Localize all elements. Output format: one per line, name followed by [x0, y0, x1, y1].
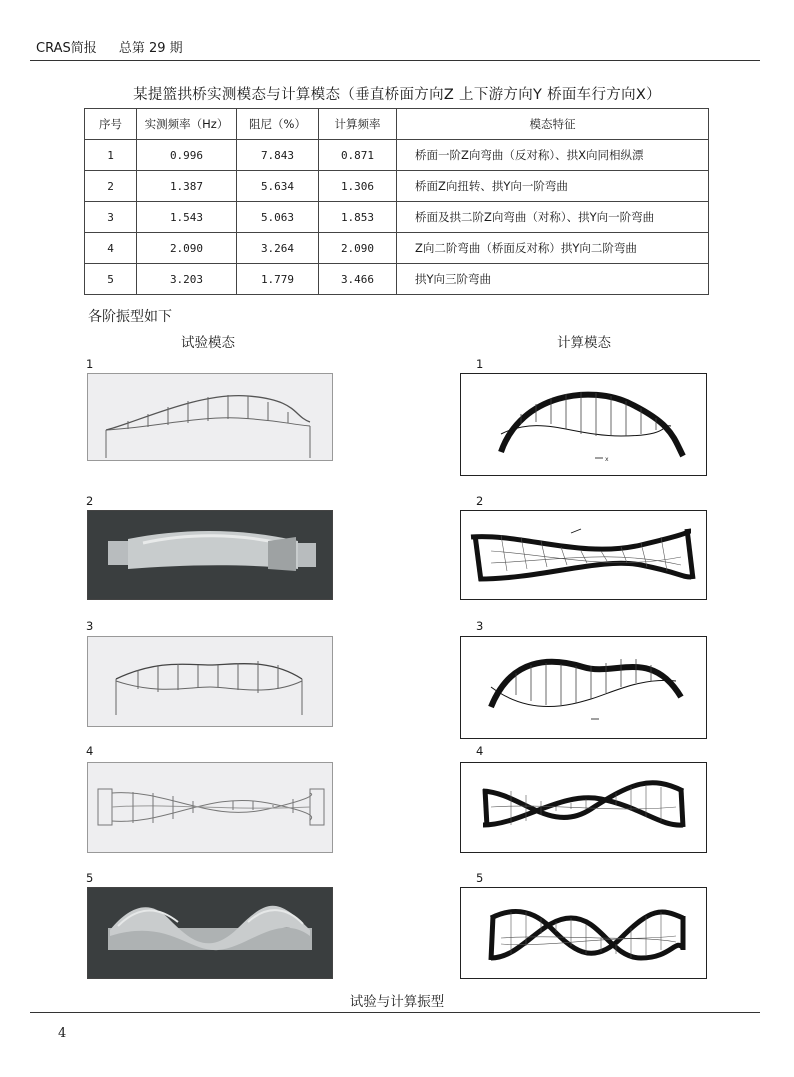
test-mode-4-figure: [87, 762, 333, 853]
cell-measured-freq: 0.996: [137, 140, 237, 171]
table-row: [85, 202, 709, 233]
right-mode-number: 4: [476, 744, 484, 758]
issue-number: 总第 29 期: [118, 41, 183, 56]
table-row: [85, 233, 709, 264]
cell-measured-freq: 2.090: [137, 233, 237, 264]
cell-measured-freq: 3.203: [137, 264, 237, 295]
test-mode-2-figure: [87, 510, 333, 600]
cell-damping: 5.063: [237, 202, 319, 233]
axis-label: x: [605, 456, 609, 463]
calc-mode-1-figure: [460, 373, 707, 476]
cell-calc-freq: 0.871: [319, 140, 397, 171]
cell-measured-freq: 1.387: [137, 171, 237, 202]
col-header-index: 序号: [85, 109, 137, 140]
table-header-row: [85, 109, 709, 140]
figure-caption: 试验与计算振型: [349, 994, 445, 1010]
table-row: [85, 171, 709, 202]
left-mode-number: 1: [86, 357, 94, 371]
cell-mode-feature: 桥面一阶Z向弯曲（反对称）、拱X向同相纵漂: [397, 140, 709, 171]
col-header-damping: 阻尼（%）: [237, 109, 319, 140]
left-mode-number: 3: [86, 619, 94, 633]
cell-index: 5: [85, 264, 137, 295]
modal-table: [84, 108, 709, 295]
col-header-measured-freq: 实测频率（Hz）: [137, 109, 237, 140]
cell-calc-freq: 1.853: [319, 202, 397, 233]
right-mode-number: 1: [476, 357, 484, 371]
calc-mode-4-figure: [460, 762, 707, 853]
cell-damping: 7.843: [237, 140, 319, 171]
calc-mode-5-figure: [460, 887, 707, 979]
cell-mode-feature: 桥面Z向扭转、拱Y向一阶弯曲: [397, 171, 709, 202]
cell-damping: 1.779: [237, 264, 319, 295]
left-mode-number: 4: [86, 744, 94, 758]
test-mode-1-figure: [87, 373, 333, 461]
cell-damping: 5.634: [237, 171, 319, 202]
footer-rule: [30, 1012, 760, 1013]
cell-calc-freq: 1.306: [319, 171, 397, 202]
cell-mode-feature: 桥面及拱二阶Z向弯曲（对称）、拱Y向一阶弯曲: [397, 202, 709, 233]
col-header-calc-freq: 计算频率: [319, 109, 397, 140]
left-mode-number: 5: [86, 871, 94, 885]
cell-calc-freq: 2.090: [319, 233, 397, 264]
header-rule: [30, 60, 760, 61]
right-mode-number: 5: [476, 871, 484, 885]
col-header-mode-feature: 模态特征: [397, 109, 709, 140]
running-header: [36, 37, 183, 56]
calc-mode-2-figure: [460, 510, 707, 600]
cell-index: 3: [85, 202, 137, 233]
section-title: 各阶振型如下: [88, 309, 172, 325]
cell-damping: 3.264: [237, 233, 319, 264]
right-column-title: 计算模态: [557, 335, 611, 351]
left-column-title: 试验模态: [181, 335, 235, 351]
page-number: 4: [58, 1026, 67, 1041]
table-title: 某提篮拱桥实测模态与计算模态（垂直桥面方向Z 上下游方向Y 桥面车行方向X）: [133, 87, 661, 103]
cell-index: 1: [85, 140, 137, 171]
journal-name: CRAS简报: [36, 41, 97, 56]
cell-calc-freq: 3.466: [319, 264, 397, 295]
calc-mode-3-figure: [460, 636, 707, 739]
cell-measured-freq: 1.543: [137, 202, 237, 233]
test-mode-3-figure: [87, 636, 333, 727]
right-mode-number: 2: [476, 494, 484, 508]
cell-mode-feature: 拱Y向三阶弯曲: [397, 264, 709, 295]
table-row: [85, 264, 709, 295]
cell-index: 4: [85, 233, 137, 264]
cell-mode-feature: Z向二阶弯曲（桥面反对称）拱Y向二阶弯曲: [397, 233, 709, 264]
left-mode-number: 2: [86, 494, 94, 508]
right-mode-number: 3: [476, 619, 484, 633]
table-row: [85, 140, 709, 171]
test-mode-5-figure: [87, 887, 333, 979]
cell-index: 2: [85, 171, 137, 202]
